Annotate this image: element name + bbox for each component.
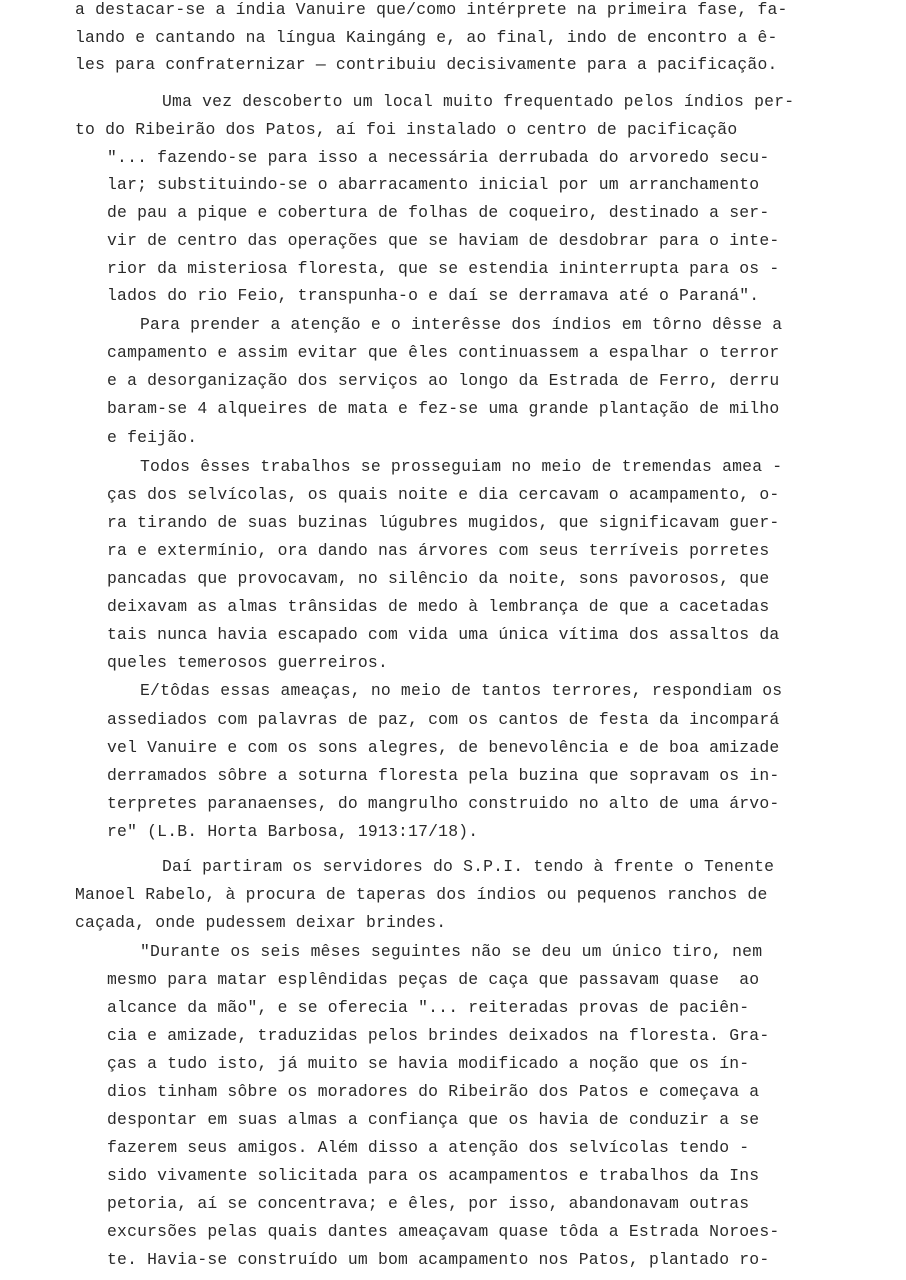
text-line: Uma vez descoberto um local muito frequentado pelos índios per- [162, 92, 795, 111]
text-line: "... fazendo-se para isso a necessária derrubada do arvoredo secu- [107, 148, 770, 167]
text-line: deixavam as almas trânsidas de medo à lembrança de que a cacetadas [107, 597, 770, 616]
text-line: excursões pelas quais dantes ameaçavam quase tôda a Estrada Noroes- [107, 1222, 780, 1241]
text-line: vel Vanuire e com os sons alegres, de benevolência e de boa amizade [107, 738, 780, 757]
text-line: vir de centro das operações que se haviam de desdobrar para o inte- [107, 231, 780, 250]
text-line: ças dos selvícolas, os quais noite e dia cercavam o acampamento, o- [107, 485, 780, 504]
text-line: queles temerosos guerreiros. [107, 653, 389, 672]
text-line: sido vivamente solicitada para os acampamentos e trabalhos da Ins [107, 1166, 760, 1185]
text-line: derramados sôbre a soturna floresta pela buzina que sopravam os in- [107, 766, 780, 785]
text-line: ra tirando de suas buzinas lúgubres mugidos, que significavam guer- [107, 513, 780, 532]
text-line: dios tinham sôbre os moradores do Ribeirão dos Patos e começava a [107, 1082, 760, 1101]
text-line: despontar em suas almas a confiança que os havia de conduzir a se [107, 1110, 760, 1129]
text-line: mesmo para matar esplêndidas peças de caça que passavam quase ao [107, 970, 760, 989]
text-line: rior da misteriosa floresta, que se estendia ininterrupta para os - [107, 259, 780, 278]
text-line: cia e amizade, traduzidas pelos brindes deixados na floresta. Gra- [107, 1026, 770, 1045]
text-line: a destacar-se a índia Vanuire que/como intérprete na primeira fase, fa- [75, 0, 788, 19]
text-line: pancadas que provocavam, no silêncio da noite, sons pavorosos, que [107, 569, 770, 588]
text-line: Para prender a atenção e o interêsse dos índios em tôrno dêsse a [140, 315, 783, 334]
text-line: campamento e assim evitar que êles continuassem a espalhar o terror [107, 343, 780, 362]
text-line: re" (L.B. Horta Barbosa, 1913:17/18). [107, 822, 479, 841]
text-line: te. Havia-se construído um bom acampamento nos Patos, plantado ro- [107, 1250, 770, 1269]
text-line: ças a tudo isto, já muito se havia modificado a noção que os ín- [107, 1054, 750, 1073]
text-line: de pau a pique e cobertura de folhas de coqueiro, destinado a ser- [107, 203, 770, 222]
text-line: e a desorganização dos serviços ao longo da Estrada de Ferro, derru [107, 371, 780, 390]
text-line: alcance da mão", e se oferecia "... reiteradas provas de paciên- [107, 998, 750, 1017]
text-line: E/tôdas essas ameaças, no meio de tantos terrores, respondiam os [140, 681, 783, 700]
text-line: "Durante os seis mêses seguintes não se deu um único tiro, nem [140, 942, 763, 961]
text-line: terpretes paranaenses, do mangrulho construido no alto de uma árvo- [107, 794, 780, 813]
text-line: fazerem seus amigos. Além disso a atenção dos selvícolas tendo - [107, 1138, 750, 1157]
text-line: lando e cantando na língua Kaingáng e, ao final, indo de encontro a ê- [75, 28, 778, 47]
text-line: les para confraternizar — contribuiu decisivamente para a pacificação. [75, 55, 778, 74]
text-line: ra e extermínio, ora dando nas árvores com seus terríveis porretes [107, 541, 770, 560]
text-line: baram-se 4 alqueires de mata e fez-se uma grande plantação de milho [107, 399, 780, 418]
text-line: petoria, aí se concentrava; e êles, por isso, abandonavam outras [107, 1194, 750, 1213]
text-line: e feijão. [107, 428, 198, 447]
text-line: lar; substituindo-se o abarracamento inicial por um arranchamento [107, 175, 760, 194]
text-line: Todos êsses trabalhos se prosseguiam no meio de tremendas amea - [140, 457, 783, 476]
text-line: Daí partiram os servidores do S.P.I. tendo à frente o Tenente [162, 857, 775, 876]
text-line: assediados com palavras de paz, com os cantos de festa da incompará [107, 710, 780, 729]
text-line: to do Ribeirão dos Patos, aí foi instalado o centro de pacificação [75, 120, 738, 139]
text-line: lados do rio Feio, transpunha-o e daí se derramava até o Paraná". [107, 286, 760, 305]
text-line: caçada, onde pudessem deixar brindes. [75, 913, 447, 932]
text-line: tais nunca havia escapado com vida uma única vítima dos assaltos da [107, 625, 780, 644]
text-line: Manoel Rabelo, à procura de taperas dos índios ou pequenos ranchos de [75, 885, 768, 904]
